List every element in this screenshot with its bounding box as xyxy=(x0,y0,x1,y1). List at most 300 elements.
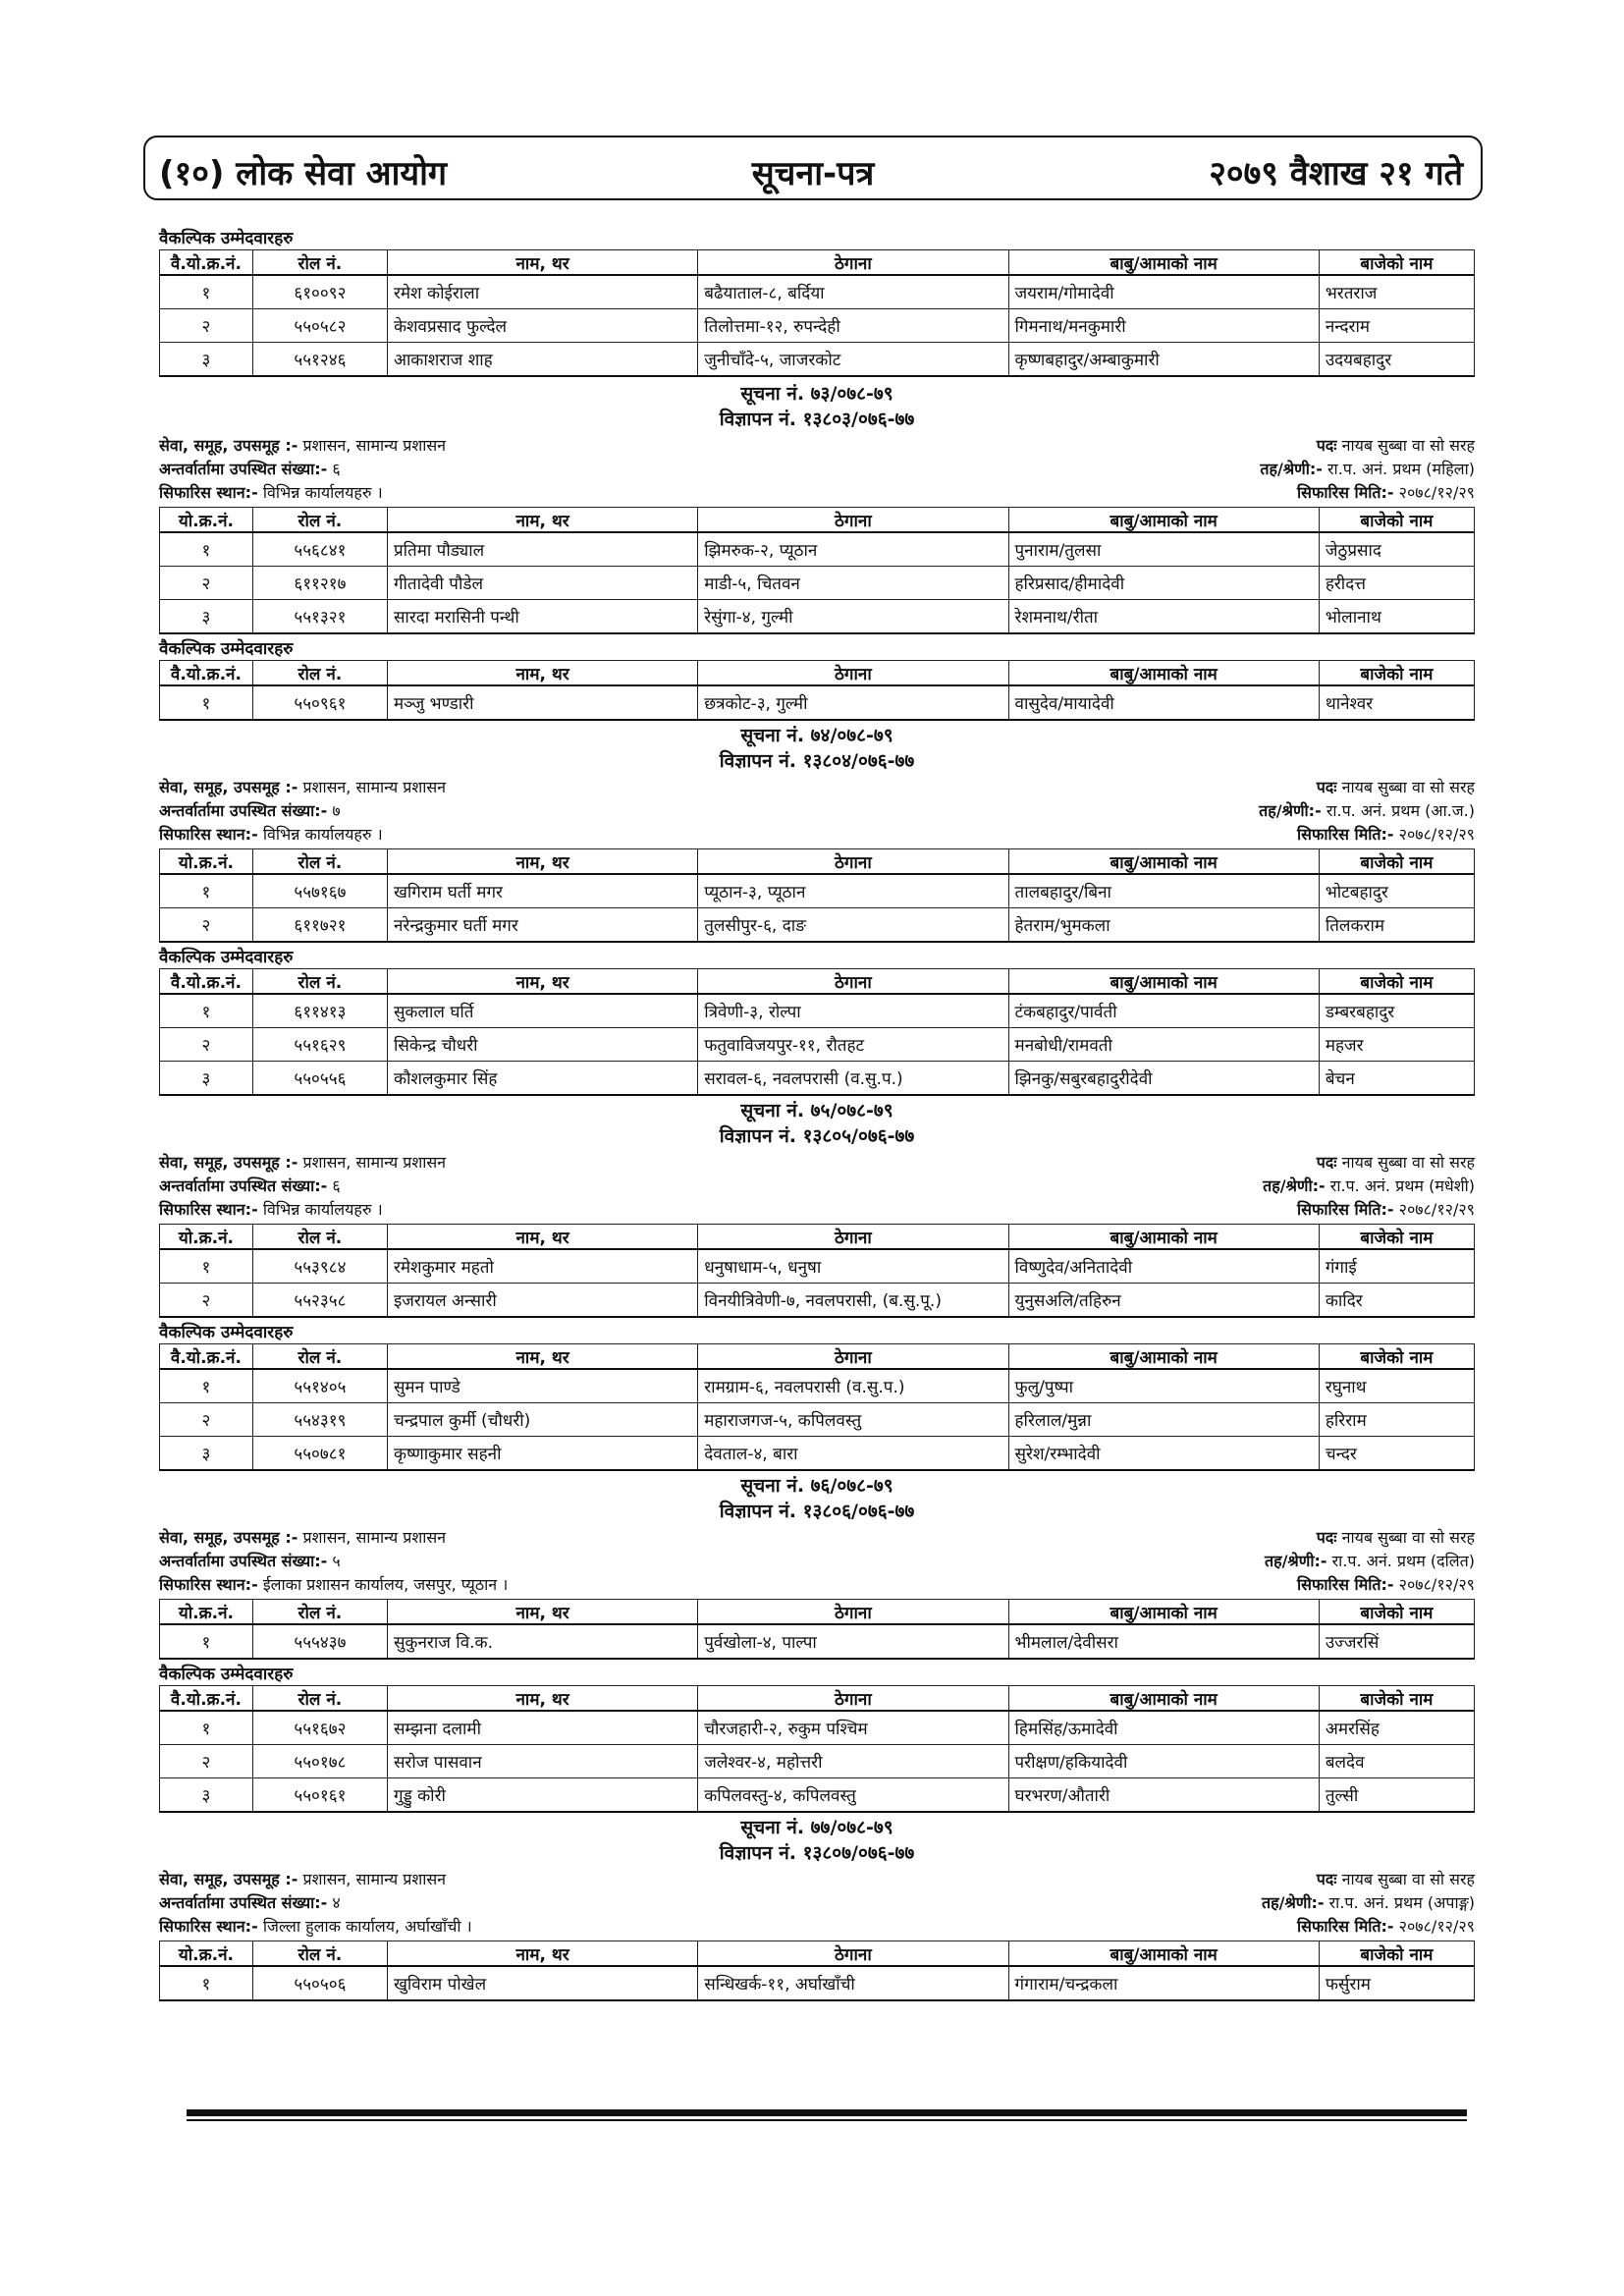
table-row xyxy=(160,275,1475,309)
table-cell: २ xyxy=(160,309,253,343)
header-row xyxy=(160,250,1475,276)
table-cell: नन्दराम xyxy=(1319,309,1474,343)
notice-alternates-block xyxy=(159,1322,1475,1471)
meta-row xyxy=(159,1175,1475,1198)
column-header: ठेगाना xyxy=(698,1225,1008,1250)
meta-label: अन्तर्वार्तामा उपस्थित संख्या:- xyxy=(159,1893,328,1912)
column-header: बाजेको नाम xyxy=(1319,508,1474,533)
table-cell: ५५०१६१ xyxy=(252,1778,387,1813)
column-header: बाजेको नाम xyxy=(1319,1686,1474,1712)
table-cell: सुरेश/रम्भादेवी xyxy=(1008,1437,1319,1471)
meta-value: ४ xyxy=(332,1893,341,1912)
meta-right xyxy=(1297,1573,1475,1597)
meta-right xyxy=(1263,1175,1475,1198)
meta-right xyxy=(1317,776,1475,799)
column-header: बाजेको नाम xyxy=(1319,250,1474,276)
meta-label: पदः xyxy=(1316,436,1337,455)
table-row xyxy=(160,1028,1475,1062)
table-cell: घरभरण/औतारी xyxy=(1008,1778,1319,1813)
table-cell: ५५०५५६ xyxy=(252,1062,387,1096)
table-cell: सुकलाल घर्ति xyxy=(387,994,697,1028)
table-cell: बढैयाताल-८, बर्दिया xyxy=(698,275,1008,309)
meta-label: पदः xyxy=(1316,1153,1337,1172)
column-header: बाबु/आमाको नाम xyxy=(1008,1225,1319,1250)
table-cell: रेसुंगा-४, गुल्मी xyxy=(698,600,1008,634)
meta-left xyxy=(159,1175,341,1198)
notice-alternates-table xyxy=(159,660,1475,721)
meta-value: २०७८/१२/२९ xyxy=(1398,483,1475,502)
column-header: बाजेको नाम xyxy=(1319,1225,1474,1250)
table-cell: ६११७२१ xyxy=(252,908,387,943)
meta-right xyxy=(1297,1915,1475,1939)
meta-label: सिफारिस स्थान:- xyxy=(159,1575,258,1594)
table-cell: रमेशकुमार महतो xyxy=(387,1249,697,1284)
table-cell: हिमसिंह/ऊमादेवी xyxy=(1008,1711,1319,1745)
table-cell: वासुदेव/मायादेवी xyxy=(1008,685,1319,720)
table-row xyxy=(160,685,1475,720)
meta-left xyxy=(159,481,383,505)
table-cell: थानेश्वर xyxy=(1319,685,1474,720)
notice-main-block xyxy=(159,1941,1475,2001)
table-cell: १ xyxy=(160,994,253,1028)
table-cell: ५५१३२१ xyxy=(252,600,387,634)
meta-value: प्रशासन, सामान्य प्रशासन xyxy=(302,436,447,455)
table-row xyxy=(160,1778,1475,1813)
table-cell: ५५१६२९ xyxy=(252,1028,387,1062)
table-cell: उदयबहादुर xyxy=(1319,343,1474,377)
column-header: बाजेको नाम xyxy=(1319,661,1474,686)
notice-number: सूचना नं. ७६/०७८-७९ xyxy=(740,1475,893,1497)
table-cell: केशवप्रसाद फुल्देल xyxy=(387,309,697,343)
table-cell: कृष्णबहादुर/अम्बाकुमारी xyxy=(1008,343,1319,377)
meta-label: सिफारिस मिति:- xyxy=(1297,1917,1394,1936)
table-cell: सरावल-६, नवलपरासी (व.सु.प.) xyxy=(698,1062,1008,1096)
meta-row xyxy=(159,823,1475,847)
table-cell: ५५५४३७ xyxy=(252,1624,387,1659)
top-alternates-block xyxy=(159,228,1475,377)
column-header: रोल नं. xyxy=(252,1600,387,1625)
meta-left xyxy=(159,1151,446,1175)
column-header: नाम, थर xyxy=(387,1686,697,1712)
column-header: वै.यो.क्र.नं. xyxy=(160,1344,253,1370)
table-cell: टंकबहादुर/पार्वती xyxy=(1008,994,1319,1028)
table-cell: मञ्जु भण्डारी xyxy=(387,685,697,720)
notice-main-block xyxy=(159,507,1475,634)
table-cell: फर्सुराम xyxy=(1319,1966,1474,2000)
table-row xyxy=(160,1369,1475,1403)
table-cell: मनबोधी/रामवती xyxy=(1008,1028,1319,1062)
meta-label: पदः xyxy=(1316,1870,1337,1888)
meta-value: प्रशासन, सामान्य प्रशासन xyxy=(302,1870,447,1888)
notice-alternates-block xyxy=(159,947,1475,1096)
meta-value: नायब सुब्बा वा सो सरह xyxy=(1341,436,1475,455)
table-row xyxy=(160,1284,1475,1318)
table-cell: चन्द्रपाल कुर्मी (चौधरी) xyxy=(387,1403,697,1437)
table-cell: २ xyxy=(160,908,253,943)
meta-label: सेवा, समूह, उपसमूह :- xyxy=(159,436,298,455)
column-header: बाबु/आमाको नाम xyxy=(1008,969,1319,995)
table-cell: सुकुनराज वि.क. xyxy=(387,1624,697,1659)
column-header: यो.क्र.नं. xyxy=(160,849,253,875)
notice-main-block xyxy=(159,1224,1475,1318)
column-header: नाम, थर xyxy=(387,661,697,686)
column-header: ठेगाना xyxy=(698,508,1008,533)
table-cell: २ xyxy=(160,1745,253,1778)
meta-right xyxy=(1297,1198,1475,1222)
meta-value: २०७८/१२/२९ xyxy=(1398,1917,1475,1936)
column-header: ठेगाना xyxy=(698,969,1008,995)
meta-value: रा.प. अनं. प्रथम (मधेशी) xyxy=(1329,1176,1475,1195)
table-cell: देवताल-४, बारा xyxy=(698,1437,1008,1471)
table-row xyxy=(160,1624,1475,1659)
table-cell: नरेन्द्रकुमार घर्ती मगर xyxy=(387,908,697,943)
table-cell: ६११४१३ xyxy=(252,994,387,1028)
notice-date: २०७९ वैशाख २१ गते xyxy=(1209,154,1463,193)
table-cell: इजरायल अन्सारी xyxy=(387,1284,697,1318)
table-cell: त्रिवेणी-३, रोल्पा xyxy=(698,994,1008,1028)
table-cell: गंगाराम/चन्द्रकला xyxy=(1008,1966,1319,2000)
notice-main-table xyxy=(159,848,1475,943)
table-cell: फतुवाविजयपुर-११, रौतहट xyxy=(698,1028,1008,1062)
meta-label: सिफारिस स्थान:- xyxy=(159,825,258,844)
table-row xyxy=(160,1403,1475,1437)
meta-label: सेवा, समूह, उपसमूह :- xyxy=(159,1870,298,1888)
notice-number: सूचना नं. ७५/०७८-७९ xyxy=(740,1100,893,1121)
meta-value: नायब सुब्बा वा सो सरह xyxy=(1341,1870,1475,1888)
column-header: बाजेको नाम xyxy=(1319,969,1474,995)
table-cell: प्यूठान-३, प्यूठान xyxy=(698,874,1008,908)
meta-row xyxy=(159,1868,1475,1891)
table-cell: परीक्षण/हकियादेवी xyxy=(1008,1745,1319,1778)
table-cell: बलदेव xyxy=(1319,1745,1474,1778)
table-cell: जुनीचाँदे-५, जाजरकोट xyxy=(698,343,1008,377)
meta-label: सिफारिस मिति:- xyxy=(1297,825,1394,844)
table-cell: गुड्डु कोरी xyxy=(387,1778,697,1813)
header-row xyxy=(160,1600,1475,1625)
notice-main-table xyxy=(159,1599,1475,1660)
column-header: वै.यो.क्र.नं. xyxy=(160,969,253,995)
meta-row xyxy=(159,1198,1475,1222)
table-cell: आकाशराज शाह xyxy=(387,343,697,377)
notice-alternates-block xyxy=(159,638,1475,721)
header-row xyxy=(160,1225,1475,1250)
meta-label: पदः xyxy=(1316,778,1337,796)
column-header: रोल नं. xyxy=(252,849,387,875)
table-cell: २ xyxy=(160,1284,253,1318)
table-cell: माडी-५, चितवन xyxy=(698,567,1008,600)
meta-label: सिफारिस मिति:- xyxy=(1297,483,1394,502)
footer-rule xyxy=(187,2109,1467,2116)
column-header: नाम, थर xyxy=(387,1600,697,1625)
table-cell: ५५१२४६ xyxy=(252,343,387,377)
meta-value: विभिन्न कार्यालयहरु । xyxy=(262,483,383,502)
notice-alternates-table xyxy=(159,1343,1475,1471)
meta-right xyxy=(1297,823,1475,847)
meta-label: सेवा, समूह, उपसमूह :- xyxy=(159,778,298,796)
meta-right xyxy=(1297,481,1475,505)
table-cell: सारदा मरासिनी पन्थी xyxy=(387,600,697,634)
table-cell: झिनकु/सबुरबहादुरीदेवी xyxy=(1008,1062,1319,1096)
column-header: रोल नं. xyxy=(252,1344,387,1370)
meta-value: ६ xyxy=(332,1176,341,1195)
column-header: रोल नं. xyxy=(252,508,387,533)
meta-label: तह/श्रेणी:- xyxy=(1264,1552,1327,1570)
meta-row xyxy=(159,1151,1475,1175)
alternates-caption: वैकल्पिक उम्मेदवारहरु xyxy=(159,948,294,967)
table-cell: तुलसीपुर-६, दाङ xyxy=(698,908,1008,943)
table-cell: रघुनाथ xyxy=(1319,1369,1474,1403)
advertisement-number: विज्ञापन नं. १३८०५/०७६-७७ xyxy=(719,1125,915,1147)
meta-right xyxy=(1259,799,1475,823)
notice-main-table xyxy=(159,507,1475,634)
column-header: वै.यो.क्र.नं. xyxy=(160,661,253,686)
meta-left xyxy=(159,1550,341,1573)
column-header: रोल नं. xyxy=(252,250,387,276)
notice-main-block xyxy=(159,848,1475,943)
table-cell: जेठुप्रसाद xyxy=(1319,532,1474,567)
notice-meta xyxy=(159,1151,1475,1222)
table-cell: विष्णुदेव/अनितादेवी xyxy=(1008,1249,1319,1284)
meta-value: २०७८/१२/२९ xyxy=(1398,825,1475,844)
column-header: ठेगाना xyxy=(698,1344,1008,1370)
meta-value: ६ xyxy=(332,460,341,478)
table-cell: सम्झना दलामी xyxy=(387,1711,697,1745)
table-cell: भरतराज xyxy=(1319,275,1474,309)
alternates-caption: वैकल्पिक उम्मेदवारहरु xyxy=(159,1323,294,1342)
table-cell: खुविराम पोखेल xyxy=(387,1966,697,2000)
header-row xyxy=(160,1344,1475,1370)
meta-row xyxy=(159,1891,1475,1915)
table-row xyxy=(160,600,1475,634)
meta-label: पदः xyxy=(1316,1528,1337,1547)
meta-row xyxy=(159,1915,1475,1939)
column-header: बाबु/आमाको नाम xyxy=(1008,1600,1319,1625)
table-cell: ५५२३५८ xyxy=(252,1284,387,1318)
table-cell: २ xyxy=(160,1028,253,1062)
alternates-caption: वैकल्पिक उम्मेदवारहरु xyxy=(159,639,294,659)
table-cell: तिलकराम xyxy=(1319,908,1474,943)
meta-right xyxy=(1317,1151,1475,1175)
table-cell: ५५०९६१ xyxy=(252,685,387,720)
notice-number-block xyxy=(159,1098,1475,1149)
table-cell: सुमन पाण्डे xyxy=(387,1369,697,1403)
table-cell: ३ xyxy=(160,1062,253,1096)
table-cell: सिकेन्द्र चौधरी xyxy=(387,1028,697,1062)
table-cell: खगिराम घर्ती मगर xyxy=(387,874,697,908)
column-header: यो.क्र.नं. xyxy=(160,508,253,533)
meta-value: प्रशासन, सामान्य प्रशासन xyxy=(302,1153,447,1172)
notice-alternates-table xyxy=(159,1685,1475,1813)
table-cell: कादिर xyxy=(1319,1284,1474,1318)
meta-label: तह/श्रेणी:- xyxy=(1263,1176,1326,1195)
table-row xyxy=(160,1711,1475,1745)
notice-meta xyxy=(159,1526,1475,1597)
table-cell: ५५०७८१ xyxy=(252,1437,387,1471)
table-cell: महजर xyxy=(1319,1028,1474,1062)
column-header: बाबु/आमाको नाम xyxy=(1008,849,1319,875)
advertisement-number: विज्ञापन नं. १३८०४/०७६-७७ xyxy=(719,750,915,772)
meta-value: ईलाका प्रशासन कार्यालय, जसपुर, प्यूठान । xyxy=(262,1575,509,1594)
table-cell: १ xyxy=(160,532,253,567)
column-header: ठेगाना xyxy=(698,1600,1008,1625)
table-cell: ५५०५०६ xyxy=(252,1966,387,2000)
column-header: बाजेको नाम xyxy=(1319,1344,1474,1370)
notice-number: सूचना नं. ७४/०७८-७९ xyxy=(740,725,893,746)
meta-row xyxy=(159,1573,1475,1597)
table-cell: गिमनाथ/मनकुमारी xyxy=(1008,309,1319,343)
table-cell: भोटबहादुर xyxy=(1319,874,1474,908)
meta-value: २०७८/१२/२९ xyxy=(1398,1200,1475,1219)
column-header: नाम, थर xyxy=(387,250,697,276)
meta-label: सिफारिस स्थान:- xyxy=(159,1917,258,1936)
table-cell: ५५७१६७ xyxy=(252,874,387,908)
meta-row xyxy=(159,481,1475,505)
meta-value: ५ xyxy=(332,1552,341,1570)
table-cell: सरोज पासवान xyxy=(387,1745,697,1778)
table-cell: ३ xyxy=(160,600,253,634)
table-cell: ५५१६७२ xyxy=(252,1711,387,1745)
table-row xyxy=(160,1966,1475,2000)
table-cell: पुर्वखोला-४, पाल्पा xyxy=(698,1624,1008,1659)
column-header: बाबु/आमाको नाम xyxy=(1008,661,1319,686)
column-header: बाबु/आमाको नाम xyxy=(1008,1941,1319,1967)
column-header: नाम, थर xyxy=(387,1344,697,1370)
meta-row xyxy=(159,776,1475,799)
table-cell: हरिप्रसाद/हीमादेवी xyxy=(1008,567,1319,600)
column-header: बाजेको नाम xyxy=(1319,1941,1474,1967)
column-header: नाम, थर xyxy=(387,1225,697,1250)
table-cell: पुनाराम/तुलसा xyxy=(1008,532,1319,567)
table-row xyxy=(160,1437,1475,1471)
table-cell: धनुषाधाम-५, धनुषा xyxy=(698,1249,1008,1284)
meta-row xyxy=(159,458,1475,481)
table-cell: कपिलवस्तु-४, कपिलवस्तु xyxy=(698,1778,1008,1813)
meta-label: तह/श्रेणी:- xyxy=(1259,801,1322,820)
meta-value: नायब सुब्बा वा सो सरह xyxy=(1341,1153,1475,1172)
column-header: रोल नं. xyxy=(252,1941,387,1967)
meta-value: रा.प. अनं. प्रथम (अपाङ्ग) xyxy=(1328,1893,1475,1912)
meta-left xyxy=(159,1198,383,1222)
table-row xyxy=(160,874,1475,908)
notice-meta xyxy=(159,434,1475,505)
column-header: नाम, थर xyxy=(387,969,697,995)
notice-main-block xyxy=(159,1599,1475,1660)
column-header: बाबु/आमाको नाम xyxy=(1008,508,1319,533)
column-header: वै.यो.क्र.नं. xyxy=(160,250,253,276)
table-cell: डम्बरबहादुर xyxy=(1319,994,1474,1028)
column-header: बाबु/आमाको नाम xyxy=(1008,1344,1319,1370)
table-cell: ५५०५८२ xyxy=(252,309,387,343)
notice-alternates-table xyxy=(159,968,1475,1096)
table-row xyxy=(160,343,1475,377)
table-cell: गीतादेवी पौडेल xyxy=(387,567,697,600)
table-cell: चौरजहारी-२, रुकुम पश्चिम xyxy=(698,1711,1008,1745)
column-header: बाबु/आमाको नाम xyxy=(1008,1686,1319,1712)
meta-label: सिफारिस मिति:- xyxy=(1297,1575,1394,1594)
notice-number: सूचना नं. ७३/०७८-७९ xyxy=(740,383,893,405)
table-cell: तुल्सी xyxy=(1319,1778,1474,1813)
table-cell: ३ xyxy=(160,1437,253,1471)
table-cell: हेतराम/भुमकला xyxy=(1008,908,1319,943)
column-header: बाजेको नाम xyxy=(1319,849,1474,875)
meta-label: सेवा, समूह, उपसमूह :- xyxy=(159,1528,298,1547)
column-header: रोल नं. xyxy=(252,1686,387,1712)
table-row xyxy=(160,532,1475,567)
table-cell: उज्जरसिं xyxy=(1319,1624,1474,1659)
meta-right xyxy=(1317,434,1475,458)
meta-left xyxy=(159,1868,446,1891)
table-cell: १ xyxy=(160,874,253,908)
footer-rule-thin xyxy=(187,2119,1467,2121)
meta-label: तह/श्रेणी:- xyxy=(1261,1893,1325,1912)
alternates-caption: वैकल्पिक उम्मेदवारहरु xyxy=(159,229,294,248)
meta-label: अन्तर्वार्तामा उपस्थित संख्या:- xyxy=(159,801,328,820)
notice-header xyxy=(143,136,1483,200)
meta-value: प्रशासन, सामान्य प्रशासन xyxy=(302,1528,447,1547)
meta-left xyxy=(159,434,446,458)
table-row xyxy=(160,1249,1475,1284)
commission-title: (१०) लोक सेवा आयोग xyxy=(159,154,448,193)
table-row xyxy=(160,567,1475,600)
column-header: बाजेको नाम xyxy=(1319,1600,1474,1625)
table-cell: झिमरुक-२, प्यूठान xyxy=(698,532,1008,567)
advertisement-number: विज्ञापन नं. १३८०६/०७६-७७ xyxy=(719,1501,915,1522)
table-cell: १ xyxy=(160,1369,253,1403)
alternates-caption: वैकल्पिक उम्मेदवारहरु xyxy=(159,1665,294,1684)
column-header: बाबु/आमाको नाम xyxy=(1008,250,1319,276)
column-header: ठेगाना xyxy=(698,849,1008,875)
meta-row xyxy=(159,1526,1475,1550)
meta-row xyxy=(159,1550,1475,1573)
table-cell: प्रतिमा पौड्याल xyxy=(387,532,697,567)
table-row xyxy=(160,908,1475,943)
column-header: ठेगाना xyxy=(698,250,1008,276)
table-cell: रामग्राम-६, नवलपरासी (व.सु.प.) xyxy=(698,1369,1008,1403)
table-cell: २ xyxy=(160,1403,253,1437)
table-cell: ५५६८४१ xyxy=(252,532,387,567)
table-cell: छत्रकोट-३, गुल्मी xyxy=(698,685,1008,720)
top-alternates-table xyxy=(159,249,1475,377)
table-cell: ५५३९८४ xyxy=(252,1249,387,1284)
meta-right xyxy=(1317,1526,1475,1550)
notice-number-block xyxy=(159,1815,1475,1866)
table-cell: १ xyxy=(160,1711,253,1745)
meta-left xyxy=(159,776,446,799)
column-header: रोल नं. xyxy=(252,661,387,686)
meta-label: अन्तर्वार्तामा उपस्थित संख्या:- xyxy=(159,460,328,478)
column-header: यो.क्र.नं. xyxy=(160,1225,253,1250)
meta-right xyxy=(1317,1868,1475,1891)
column-header: यो.क्र.नं. xyxy=(160,1941,253,1967)
meta-right xyxy=(1265,1550,1475,1573)
column-header: नाम, थर xyxy=(387,508,697,533)
meta-value: जिल्ला हुलाक कार्यालय, अर्घाखाँची । xyxy=(262,1917,472,1936)
table-cell: ६१००९२ xyxy=(252,275,387,309)
advertisement-number: विज्ञापन नं. १३८०३/०७६-७७ xyxy=(719,409,915,430)
table-cell: ५५०१७८ xyxy=(252,1745,387,1778)
table-row xyxy=(160,309,1475,343)
table-cell: भोलानाथ xyxy=(1319,600,1474,634)
meta-value: नायब सुब्बा वा सो सरह xyxy=(1341,1528,1475,1547)
header-row xyxy=(160,508,1475,533)
header-row xyxy=(160,661,1475,686)
notice-main-table xyxy=(159,1224,1475,1318)
header-row xyxy=(160,1941,1475,1967)
table-cell: कौशलकुमार सिंह xyxy=(387,1062,697,1096)
meta-label: सेवा, समूह, उपसमूह :- xyxy=(159,1153,298,1172)
column-header: रोल नं. xyxy=(252,1225,387,1250)
column-header: रोल नं. xyxy=(252,969,387,995)
